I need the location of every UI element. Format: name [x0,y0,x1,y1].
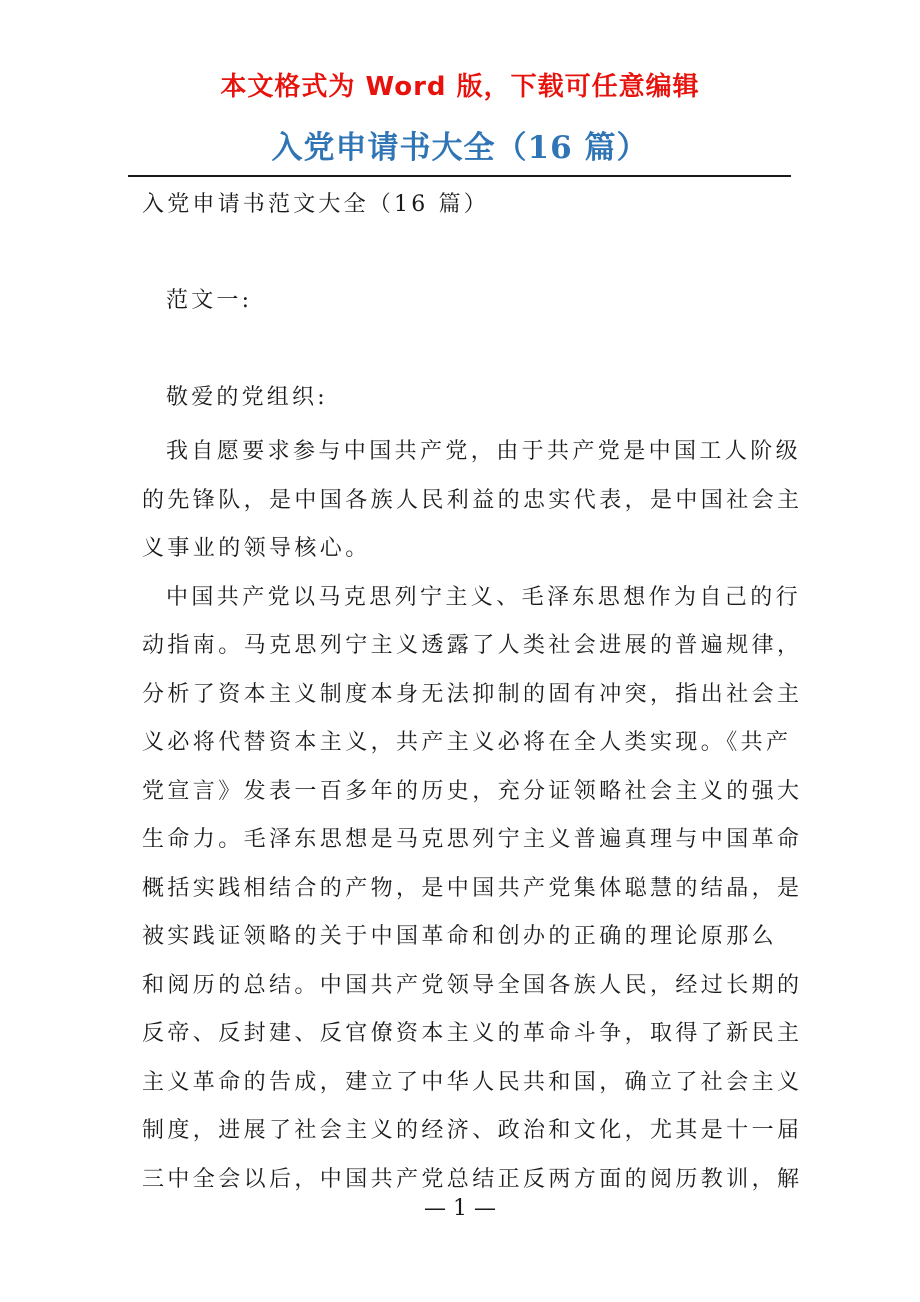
format-notice: 本文格式为 Word 版，下载可任意编辑 [220,72,700,102]
body-line: 反帝、反封建、反官僚资本主义的革命斗争，取得了新民主 [142,1021,803,1046]
body-line: 三中全会以后，中国共产党总结正反两方面的阅历教训，解 [142,1166,803,1192]
title-divider [128,175,791,177]
document-subtitle: 入党申请书范文大全（16 篇） [142,192,489,217]
body-line: 中国共产党以马克思列宁主义、毛泽东思想作为自己的行 [166,584,802,610]
body-line: 分析了资本主义制度本身无法抑制的固有冲突，指出社会主 [142,681,803,707]
body-line: 制度，进展了社会主义的经济、政治和文化，尤其是十一届 [142,1118,803,1143]
body-line: 被实践证领略的关于中国革命和创办的正确的理论原那么 [142,924,778,949]
page-number: — 1 — [424,1196,496,1221]
document-title: 入党申请书大全（16 篇） [271,130,649,166]
body-line: 动指南。马克思列宁主义透露了人类社会进展的普遍规律， [142,633,803,658]
body-line: 主义革命的告成，建立了中华人民共和国，确立了社会主义 [142,1069,803,1095]
body-line: 义必将代替资本主义，共产主义必将在全人类实现。《共产 [142,730,792,755]
body-line: 党宣言》发表一百多年的历史，充分证领略社会主义的强大 [142,778,803,804]
body-line: 概括实践相结合的产物，是中国共产党集体聪慧的结晶，是 [142,875,803,901]
body-line: 义事业的领导核心。 [142,536,371,561]
section-heading: 范文一: [166,288,253,313]
body-text [142,428,803,1204]
body-line: 我自愿要求参与中国共产党，由于共产党是中国工人阶级 [166,439,802,464]
body-line: 和阅历的总结。中国共产党领导全国各族人民，经过长期的 [142,972,803,998]
body-line: 的先锋队，是中国各族人民利益的忠实代表，是中国社会主 [142,487,803,513]
body-line: 生命力。毛泽东思想是马克思列宁主义普遍真理与中国革命 [142,827,803,852]
salutation: 敬爱的党组织: [166,385,328,410]
